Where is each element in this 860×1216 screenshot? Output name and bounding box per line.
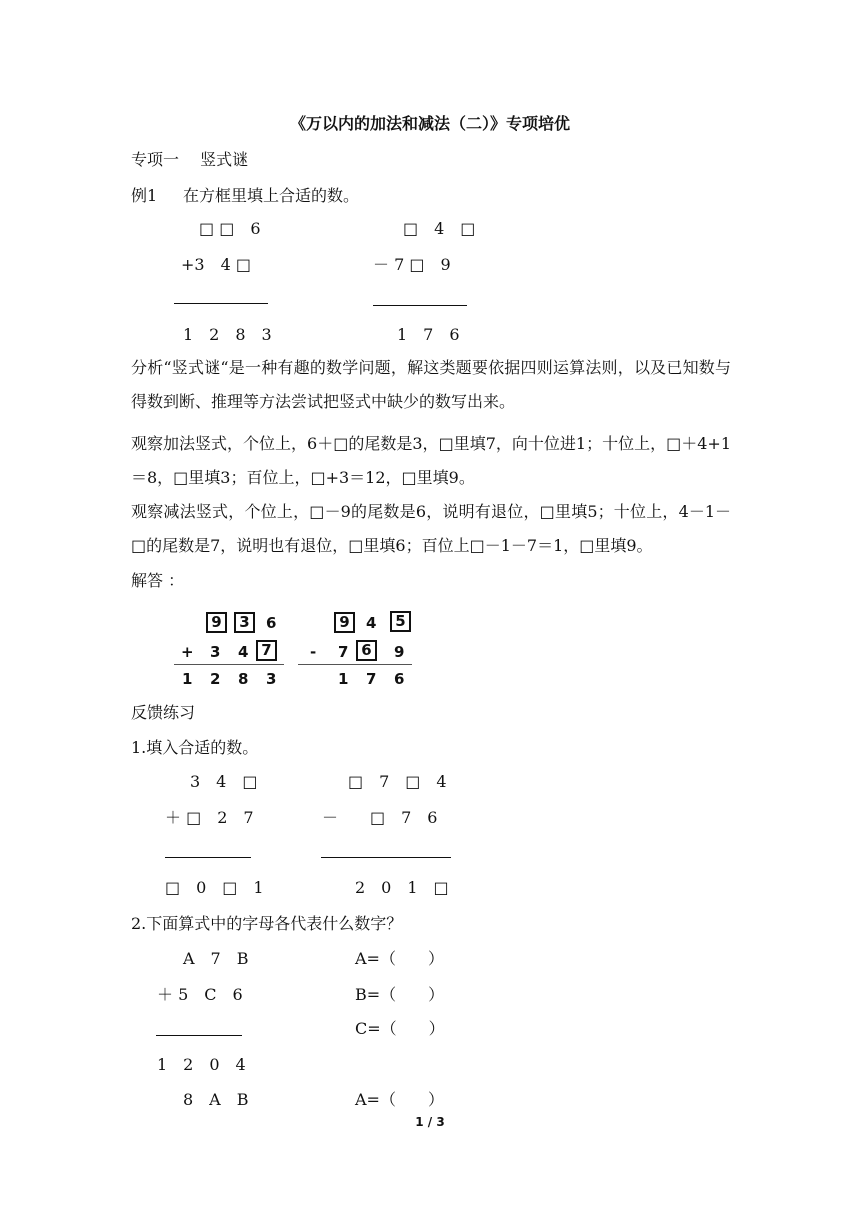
minus-sign: - <box>310 643 317 661</box>
digit: 7 <box>338 643 349 661</box>
digit: 6 <box>266 614 277 632</box>
q1-add-rule <box>165 857 251 858</box>
ex-sub-result: 1 7 6 <box>397 325 460 344</box>
answer-box: 3 <box>234 612 255 633</box>
answer-box: 5 <box>390 611 411 632</box>
q1-add-result: □ 0 □ 1 <box>165 878 264 897</box>
observe-subtraction: 观察减法竖式，个位上，□－9的尾数是6，说明有退位，□里填5；十位上，4－1－□的尾数是7，说明也有退位，□里填6；百位上□－1－7＝1，□里填9。 <box>131 502 731 555</box>
q1-sub-row2: － □ 7 6 <box>322 808 438 827</box>
q2-rule <box>156 1035 242 1036</box>
digit: 4 <box>238 643 249 661</box>
digit: 4 <box>366 614 377 632</box>
digit: 2 <box>210 670 221 688</box>
page-number: 1 / 3 <box>415 1115 445 1129</box>
q2-answer-a2: A=（ ） <box>355 1090 444 1109</box>
example-label: 例1 <box>131 186 158 205</box>
answer-box: 9 <box>334 612 355 633</box>
question-2: 2.下面算式中的字母各代表什么数字？ <box>131 914 403 933</box>
q2-row4: 8 A B <box>183 1090 249 1109</box>
example-instruction: 在方框里填上合适的数。 <box>183 186 360 205</box>
plus-sign: + <box>181 643 194 661</box>
answer-box: 7 <box>256 640 277 661</box>
ex-add-row2: +3 4 □ <box>181 255 251 274</box>
digit: 3 <box>210 643 221 661</box>
answer-label: 解答 ： <box>131 571 185 590</box>
q1-add-row1: 3 4 □ <box>190 772 258 791</box>
answer-box: 6 <box>356 640 377 661</box>
ex-add-rule <box>174 303 268 304</box>
answer-sub-rule <box>298 664 412 665</box>
section-heading: 专项一 竖式谜 <box>131 150 249 169</box>
q1-add-row2: ＋ □ 2 7 <box>165 808 254 827</box>
digit: 8 <box>238 670 249 688</box>
q2-row2: ＋ 5 C 6 <box>157 985 243 1004</box>
ex-sub-row2: － 7 □ 9 <box>373 255 451 274</box>
q2-result: 1 2 0 4 <box>157 1055 246 1074</box>
q1-sub-rule <box>321 857 451 858</box>
observe-addition: 观察加法竖式，个位上，6＋□的尾数是3，□里填7，向十位进1；十位上，□＋4+1＝8，□里填3；百位上，□+3＝12，□里填9。 <box>131 434 731 487</box>
ex-add-row1: □ □ 6 <box>199 219 261 238</box>
ex-add-result: 1 2 8 3 <box>183 325 272 344</box>
q2-answer-a: A=（ ） <box>355 949 444 968</box>
question-1: 1.填入合适的数。 <box>131 738 259 757</box>
q1-sub-result: 2 0 1 □ <box>355 878 449 897</box>
analysis-text: 分析“竖式谜“是一种有趣的数学问题，解这类题要依据四则运算法则，以及已知数与得数到断、推理等方法尝试把竖式中缺少的数写出来。 <box>131 358 731 411</box>
digit: 9 <box>394 643 405 661</box>
digit: 7 <box>366 670 377 688</box>
ex-sub-rule <box>373 305 467 306</box>
digit: 6 <box>394 670 405 688</box>
q2-answer-b: B=（ ） <box>355 985 445 1004</box>
answer-add-rule <box>174 664 284 665</box>
answer-box: 9 <box>206 612 227 633</box>
q1-sub-row1: □ 7 □ 4 <box>348 772 447 791</box>
digit: 1 <box>182 670 193 688</box>
feedback-heading: 反馈练习 <box>131 703 196 722</box>
ex-sub-row1: □ 4 □ <box>403 219 476 238</box>
q2-row1: A 7 B <box>183 949 249 968</box>
digit: 3 <box>266 670 277 688</box>
q2-answer-c: C=（ ） <box>355 1019 445 1038</box>
page-title: 《万以内的加法和减法（二）》专项培优 <box>289 114 570 133</box>
digit: 1 <box>338 670 349 688</box>
